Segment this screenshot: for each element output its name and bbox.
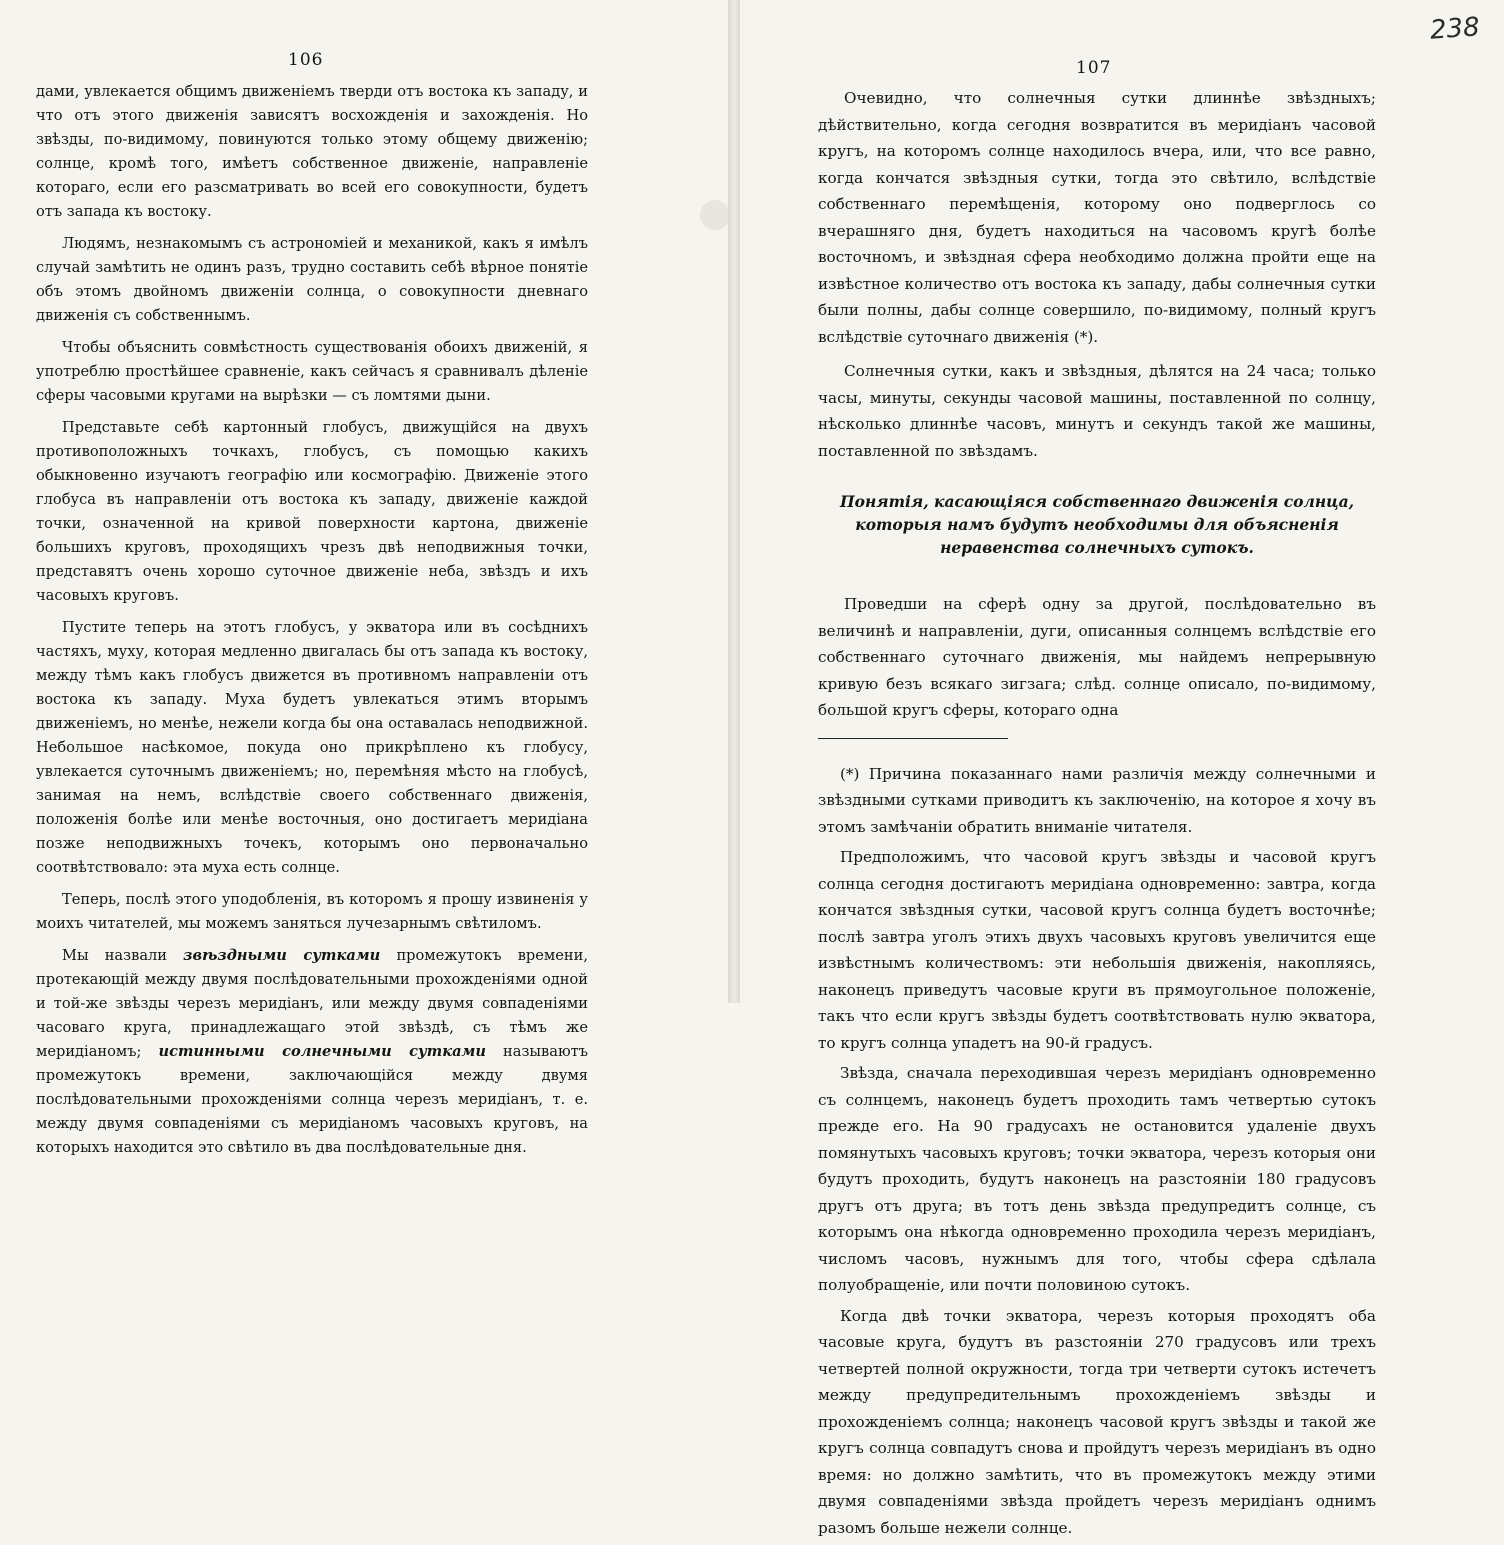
- paragraph: Представьте себѣ картонный глобусъ, движущiйся на двухъ противоположныхъ точкахъ, глобусъ, съ помощью какихъ обыкновенно изучаютъ географiю или космографiю. Движенiе этого глобуса въ направленiи отъ востока къ западу, движенiе каждой точки, означенной на кривой поверхности картона, движенiе большихъ круговъ, проходящихъ чрезъ двѣ неподвижныя точки, представятъ очень хорошо суточное движенiе неба, звѣздъ и ихъ часовыхъ круговъ.: [36, 419, 588, 604]
- paragraph: Теперь, послѣ этого уподобленiя, въ которомъ я прошу извиненiя у моихъ читателей, мы можемъ заняться лучезарнымъ свѣтиломъ.: [36, 891, 588, 932]
- right-page: [738, 0, 1504, 1537]
- paragraph: Пустите теперь на этотъ глобусъ, у экватора или въ сосѣднихъ частяхъ, муху, которая медленно двигалась бы отъ запада къ востоку, между тѣмъ какъ глобусъ движется въ противномъ направленiи отъ востока къ западу. Муха будетъ увлекаться этимъ вторымъ движенiемъ, но менѣе, нежели когда бы она оставалась неподвижной. Небольшое насѣкомое, покуда оно прикрѣплено къ глобусу, увлекается суточнымъ движенiемъ; но, перемѣняя мѣсто на глобусѣ, занимая на немъ, вслѣдствiе своего собственнаго движенiя, положенiя болѣе или менѣе восточныя, оно достигаетъ меридiана позже неподвижныхъ точекъ, которымъ оно первоначально соотвѣтствовало: эта муха есть солнце.: [36, 619, 588, 876]
- term-sidereal-day: звѣздными сутками: [183, 947, 381, 964]
- footnote: Когда двѣ точки экватора, черезъ которыя проходятъ оба часовые круга, будутъ въ разстоянiи 270 градусовъ или трехъ четвертей полной окружности, тогда три четверти сутокъ истечетъ между предупредительнымъ прохожденiемъ звѣзды и прохожденiемъ солнца; наконецъ часовой кругъ звѣзды и такой же кругъ солнца совпадутъ снова и пройдутъ черезъ меридiанъ въ одно время: но должно замѣтить, что въ промежутокъ между этими двумя совпаденiями звѣзда пройдетъ черезъ меридiанъ однимъ разомъ больше нежели солнце.: [818, 1306, 1376, 1537]
- archive-number: 238: [1429, 12, 1481, 46]
- footnote: Звѣзда, сначала переходившая черезъ меридiанъ одновременно съ солнцемъ, наконецъ будетъ проходить тамъ четвертью сутокъ прежде его. На 90 градусахъ не остановится удаленiе двухъ помянутыхъ часовыхъ круговъ; точки экватора, черезъ которыя они будутъ проходить, будутъ наконецъ на разстоянiи 180 градусовъ другъ отъ друга; въ тотъ день звѣзда предупредитъ солнце, съ которымъ она нѣкогда одновременно проходила черезъ меридiанъ, числомъ часовъ, нужнымъ для того, чтобы сфера сдѣлала полуобращенiе, или почти половиною сутокъ.: [818, 1064, 1376, 1294]
- left-page: [0, 0, 730, 1156]
- paragraph: Чтобы объяснить совмѣстность существованiя обоихъ движенiй, я употреблю простѣйшее сравненiе, какъ сейчасъ я сравнивалъ дѣленiе сферы часовыми кругами на вырѣзки — съ ломтями дыни.: [36, 339, 588, 404]
- paragraph: Людямъ, незнакомымъ съ астрономiей и механикой, какъ я имѣлъ случай замѣтить не одинъ разъ, трудно составить себѣ вѣрное понятiе объ этомъ двойномъ движенiи солнца, о совокупности дневнаго движенiя съ собственнымъ.: [36, 235, 588, 324]
- paragraph: Солнечныя сутки, какъ и звѣздныя, дѣлятся на 24 часа; только часы, минуты, секунды часовой машины, поставленной по солнцу, нѣсколько длиннѣе часовъ, минутъ и секундъ такой же машины, поставленной по звѣздамъ.: [818, 362, 1376, 460]
- footnote-divider: [818, 738, 1008, 739]
- paragraph: дами, увлекается общимъ движенiемъ тверди отъ востока къ западу, и что отъ этого движенiя зависятъ восхожденiя и захожденiя. Но звѣзды, по-видимому, повинуются только этому общему движенiю; солнце, кромѣ того, имѣетъ собственное движенiе, направленiе котораго, если его разсматривать во всей его совокупности, будетъ отъ запада къ востоку.: [36, 83, 588, 220]
- paragraph: Очевидно, что солнечныя сутки длиннѣе звѣздныхъ; дѣйствительно, когда сегодня возвратится въ меридiанъ часовой кругъ, на которомъ солнце находилось вчера, или, что все равно, когда кончатся звѣздныя сутки, тогда это свѣтило, вслѣдствiе собственнаго перемѣщенiя, которому оно подверглось со вчерашняго дня, будетъ находиться на часовомъ кругѣ болѣе восточномъ, и звѣздная сфера необходимо должна пройти еще на извѣстное количество отъ востока къ западу, дабы солнечныя сутки были полны, дабы солнце совершило, по-видимому, полный кругъ вслѣдствiе суточнаго движенiя (*).: [818, 89, 1376, 346]
- page-number-right: 107: [1076, 58, 1112, 78]
- paragraph: Проведши на сферѣ одну за другой, послѣдовательно въ величинѣ и направленiи, дуги, описанныя солнцемъ вслѣдствiе его собственнаго суточнаго движенiя, мы найдемъ непрерывную кривую безъ всякаго зигзага; слѣд. солнце описало, по-видимому, большой кругъ сферы, котораго одна: [818, 595, 1376, 719]
- footnote: (*) Причина показаннаго нами различiя между солнечными и звѣздными сутками приводитъ къ заключенiю, на которое я хочу въ этомъ замѣчанiи обратить вниманiе читателя.: [818, 764, 1376, 836]
- page-number-left: 106: [288, 50, 324, 70]
- term-solar-day: истинными солнечными сутками: [158, 1043, 487, 1060]
- left-page-body: [36, 80, 588, 1168]
- footnotes: [818, 761, 1376, 1542]
- paragraph-definitions: Мы назвали звѣздными сутками промежутокъ времени, протекающiй между двумя послѣдовательными прохожденiями одной и той-же звѣзды черезъ меридiанъ, или между двумя совпаденiями часоваго круга, принадлежащаго этой звѣздѣ, съ тѣмъ же меридiаномъ; истинными солнечными сутками называютъ промежутокъ времени, заключающiйся между двумя послѣдовательными прохожденiями солнца черезъ меридiанъ, т. е. между двумя совпаденiями съ меридiаномъ часовыхъ круговъ, на которыхъ находится это свѣтило въ два послѣдовательные дня.: [36, 947, 589, 1156]
- section-heading: Понятiя, касающiяся собственнаго движенiя солнца, которыя намъ будутъ необходимы для объясненiя неравенства солнечныхъ сутокъ.: [839, 492, 1355, 557]
- footnote: Предположимъ, что часовой кругъ звѣзды и часовой кругъ солнца сегодня достигаютъ меридiана одновременно: завтра, когда кончатся звѣздныя сутки, часовой кругъ солнца будетъ восточнѣе; послѣ завтра уголъ этихъ двухъ часовыхъ круговъ увеличится еще извѣстнымъ количествомъ: эти небольшiя движенiя, накопляясь, наконецъ приведутъ часовые круги въ прямоугольное положенiе, такъ что если кругъ звѣзды будетъ соотвѣтствовать нулю экватора, то кругъ солнца упадетъ на 90-й градусъ.: [818, 848, 1376, 1052]
- paper-stain: [700, 200, 730, 230]
- right-page-body: [818, 85, 1376, 1545]
